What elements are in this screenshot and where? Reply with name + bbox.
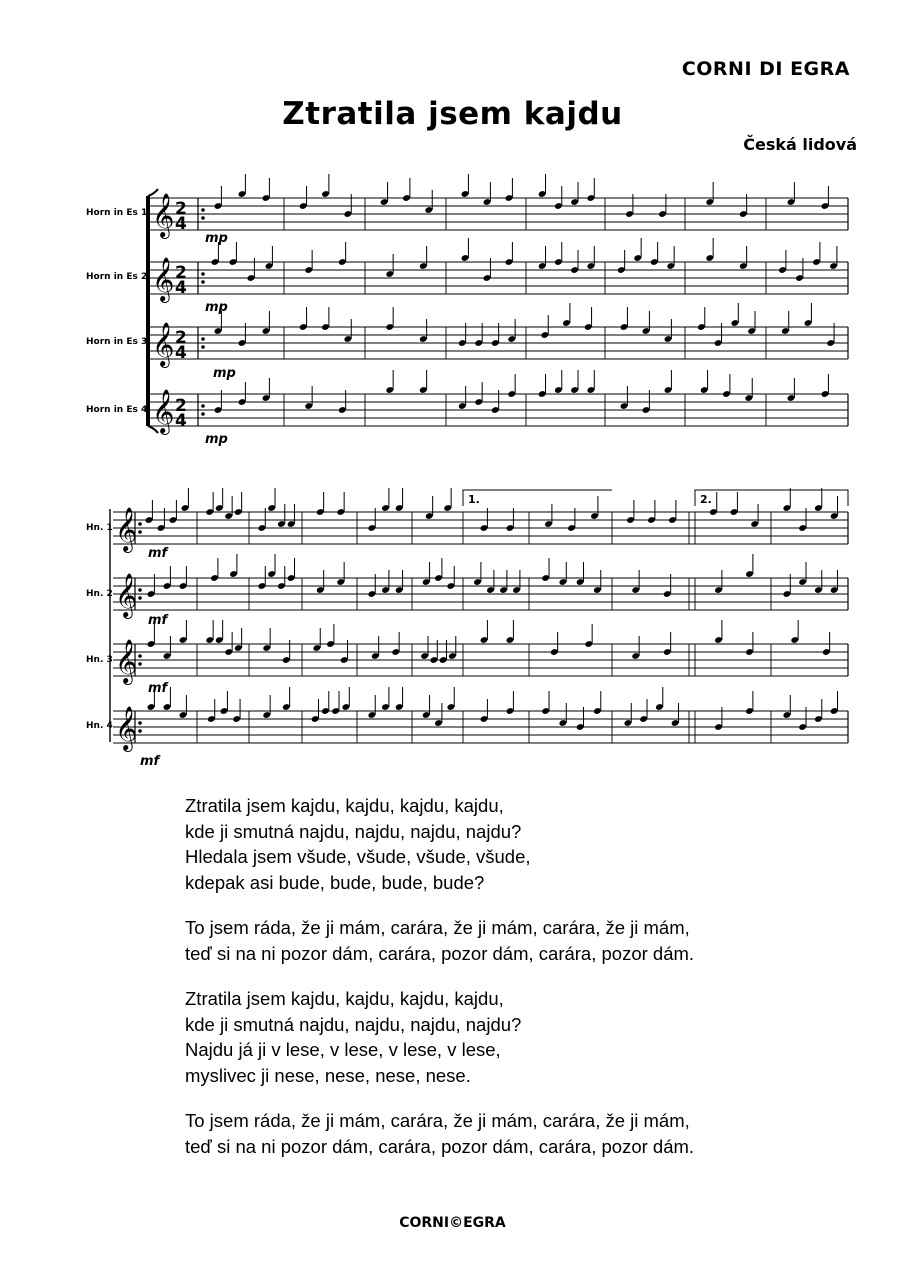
lyrics-line: kde ji smutná najdu, najdu, najdu, najdu? — [185, 820, 522, 842]
ensemble-name: CORNI DI EGRA — [681, 58, 850, 80]
repeat-dot — [201, 208, 205, 212]
repeat-dot — [138, 596, 142, 600]
svg-text:mf: mf — [148, 613, 168, 628]
part-label: Horn in Es 4 — [86, 405, 148, 415]
lyrics-line: kdepak asi bude, bude, bude, bude? — [185, 871, 485, 893]
svg-text:mf: mf — [140, 754, 160, 769]
treble-clef-icon: 𝄞 — [152, 193, 175, 237]
treble-clef-icon: 𝄞 — [115, 507, 138, 551]
svg-text:mf: mf — [148, 546, 168, 561]
volta-2-label: 2. — [700, 493, 712, 506]
svg-text:4: 4 — [175, 214, 187, 234]
lyrics-stanza — [185, 915, 825, 966]
svg-text:4: 4 — [175, 278, 187, 298]
volta-1-label: 1. — [468, 493, 480, 506]
svg-text:mp: mp — [205, 231, 228, 246]
repeat-dot — [138, 588, 142, 592]
lyrics-stanza — [185, 986, 825, 1088]
part-label: Hn. 4 — [86, 721, 113, 731]
svg-text:2: 2 — [175, 199, 187, 219]
repeat-dot — [201, 272, 205, 276]
lyrics-line: Najdu já ji v lese, v lese, v lese, v lese, — [185, 1039, 501, 1060]
lyrics-line: kde ji smutná najdu, najdu, najdu, najdu? — [185, 1013, 522, 1035]
lyrics-line: To jsem ráda, že ji mám, carára, že ji mám, carára, že ji mám, — [185, 917, 690, 938]
part-label: Horn in Es 2 — [86, 272, 148, 282]
part-label: Hn. 1 — [86, 523, 113, 533]
part-label: Horn in Es 1 — [86, 208, 148, 218]
lyrics-line: To jsem ráda, že ji mám, carára, že ji mám, carára, že ji mám, — [185, 1110, 690, 1131]
lyrics-stanza — [185, 793, 825, 895]
part-label: Horn in Es 3 — [86, 337, 148, 347]
svg-text:2: 2 — [175, 396, 187, 416]
svg-text:mf: mf — [148, 681, 168, 696]
repeat-dot — [138, 530, 142, 534]
treble-clef-icon: 𝄞 — [152, 389, 175, 433]
lyrics-line: Ztratila jsem kajdu, kajdu, kajdu, kajdu, — [185, 795, 504, 816]
repeat-dot — [138, 654, 142, 658]
treble-clef-icon: 𝄞 — [115, 639, 138, 683]
lyrics-line: Hledala jsem všude, všude, všude, všude, — [185, 846, 531, 867]
repeat-dot — [201, 345, 205, 349]
part-label: Hn. 3 — [86, 655, 113, 665]
lyrics-line: myslivec ji nese, nese, nese, nese. — [185, 1064, 471, 1086]
repeat-dot — [201, 412, 205, 416]
repeat-dot — [201, 216, 205, 220]
svg-text:2: 2 — [175, 263, 187, 283]
lyrics-line: teď si na ni pozor dám, carára, pozor dám, carára, pozor dám. — [185, 942, 695, 964]
svg-text:mp: mp — [205, 432, 228, 447]
treble-clef-icon: 𝄞 — [152, 322, 175, 366]
lyrics-stanza — [185, 1108, 825, 1159]
footer-copyright: CORNI©EGRA — [399, 1215, 506, 1231]
staff-lines — [113, 193, 848, 752]
svg-text:2: 2 — [175, 328, 187, 348]
time-signature — [175, 199, 187, 431]
repeat-dot — [138, 729, 142, 733]
treble-clef-icon: 𝄞 — [115, 573, 138, 617]
svg-text:mp: mp — [213, 366, 236, 381]
composer-credit: Česká lidová — [743, 135, 857, 154]
repeat-dot — [138, 662, 142, 666]
repeat-dot — [201, 337, 205, 341]
lyrics-line: teď si na ni pozor dám, carára, pozor dám, carára, pozor dám. — [185, 1135, 695, 1157]
lyrics-block — [185, 793, 825, 1179]
svg-text:4: 4 — [175, 343, 187, 363]
song-title: Ztratila jsem kajdu — [282, 96, 623, 132]
repeat-dot — [201, 280, 205, 284]
part-label: Hn. 2 — [86, 589, 113, 599]
repeat-dot — [138, 721, 142, 725]
treble-clef-icon: 𝄞 — [115, 706, 138, 750]
repeat-dot — [138, 522, 142, 526]
repeat-dot — [201, 404, 205, 408]
lyrics-line: Ztratila jsem kajdu, kajdu, kajdu, kajdu, — [185, 988, 504, 1009]
svg-text:mp: mp — [205, 300, 228, 315]
treble-clef-icon: 𝄞 — [152, 257, 175, 301]
svg-text:4: 4 — [175, 411, 187, 431]
